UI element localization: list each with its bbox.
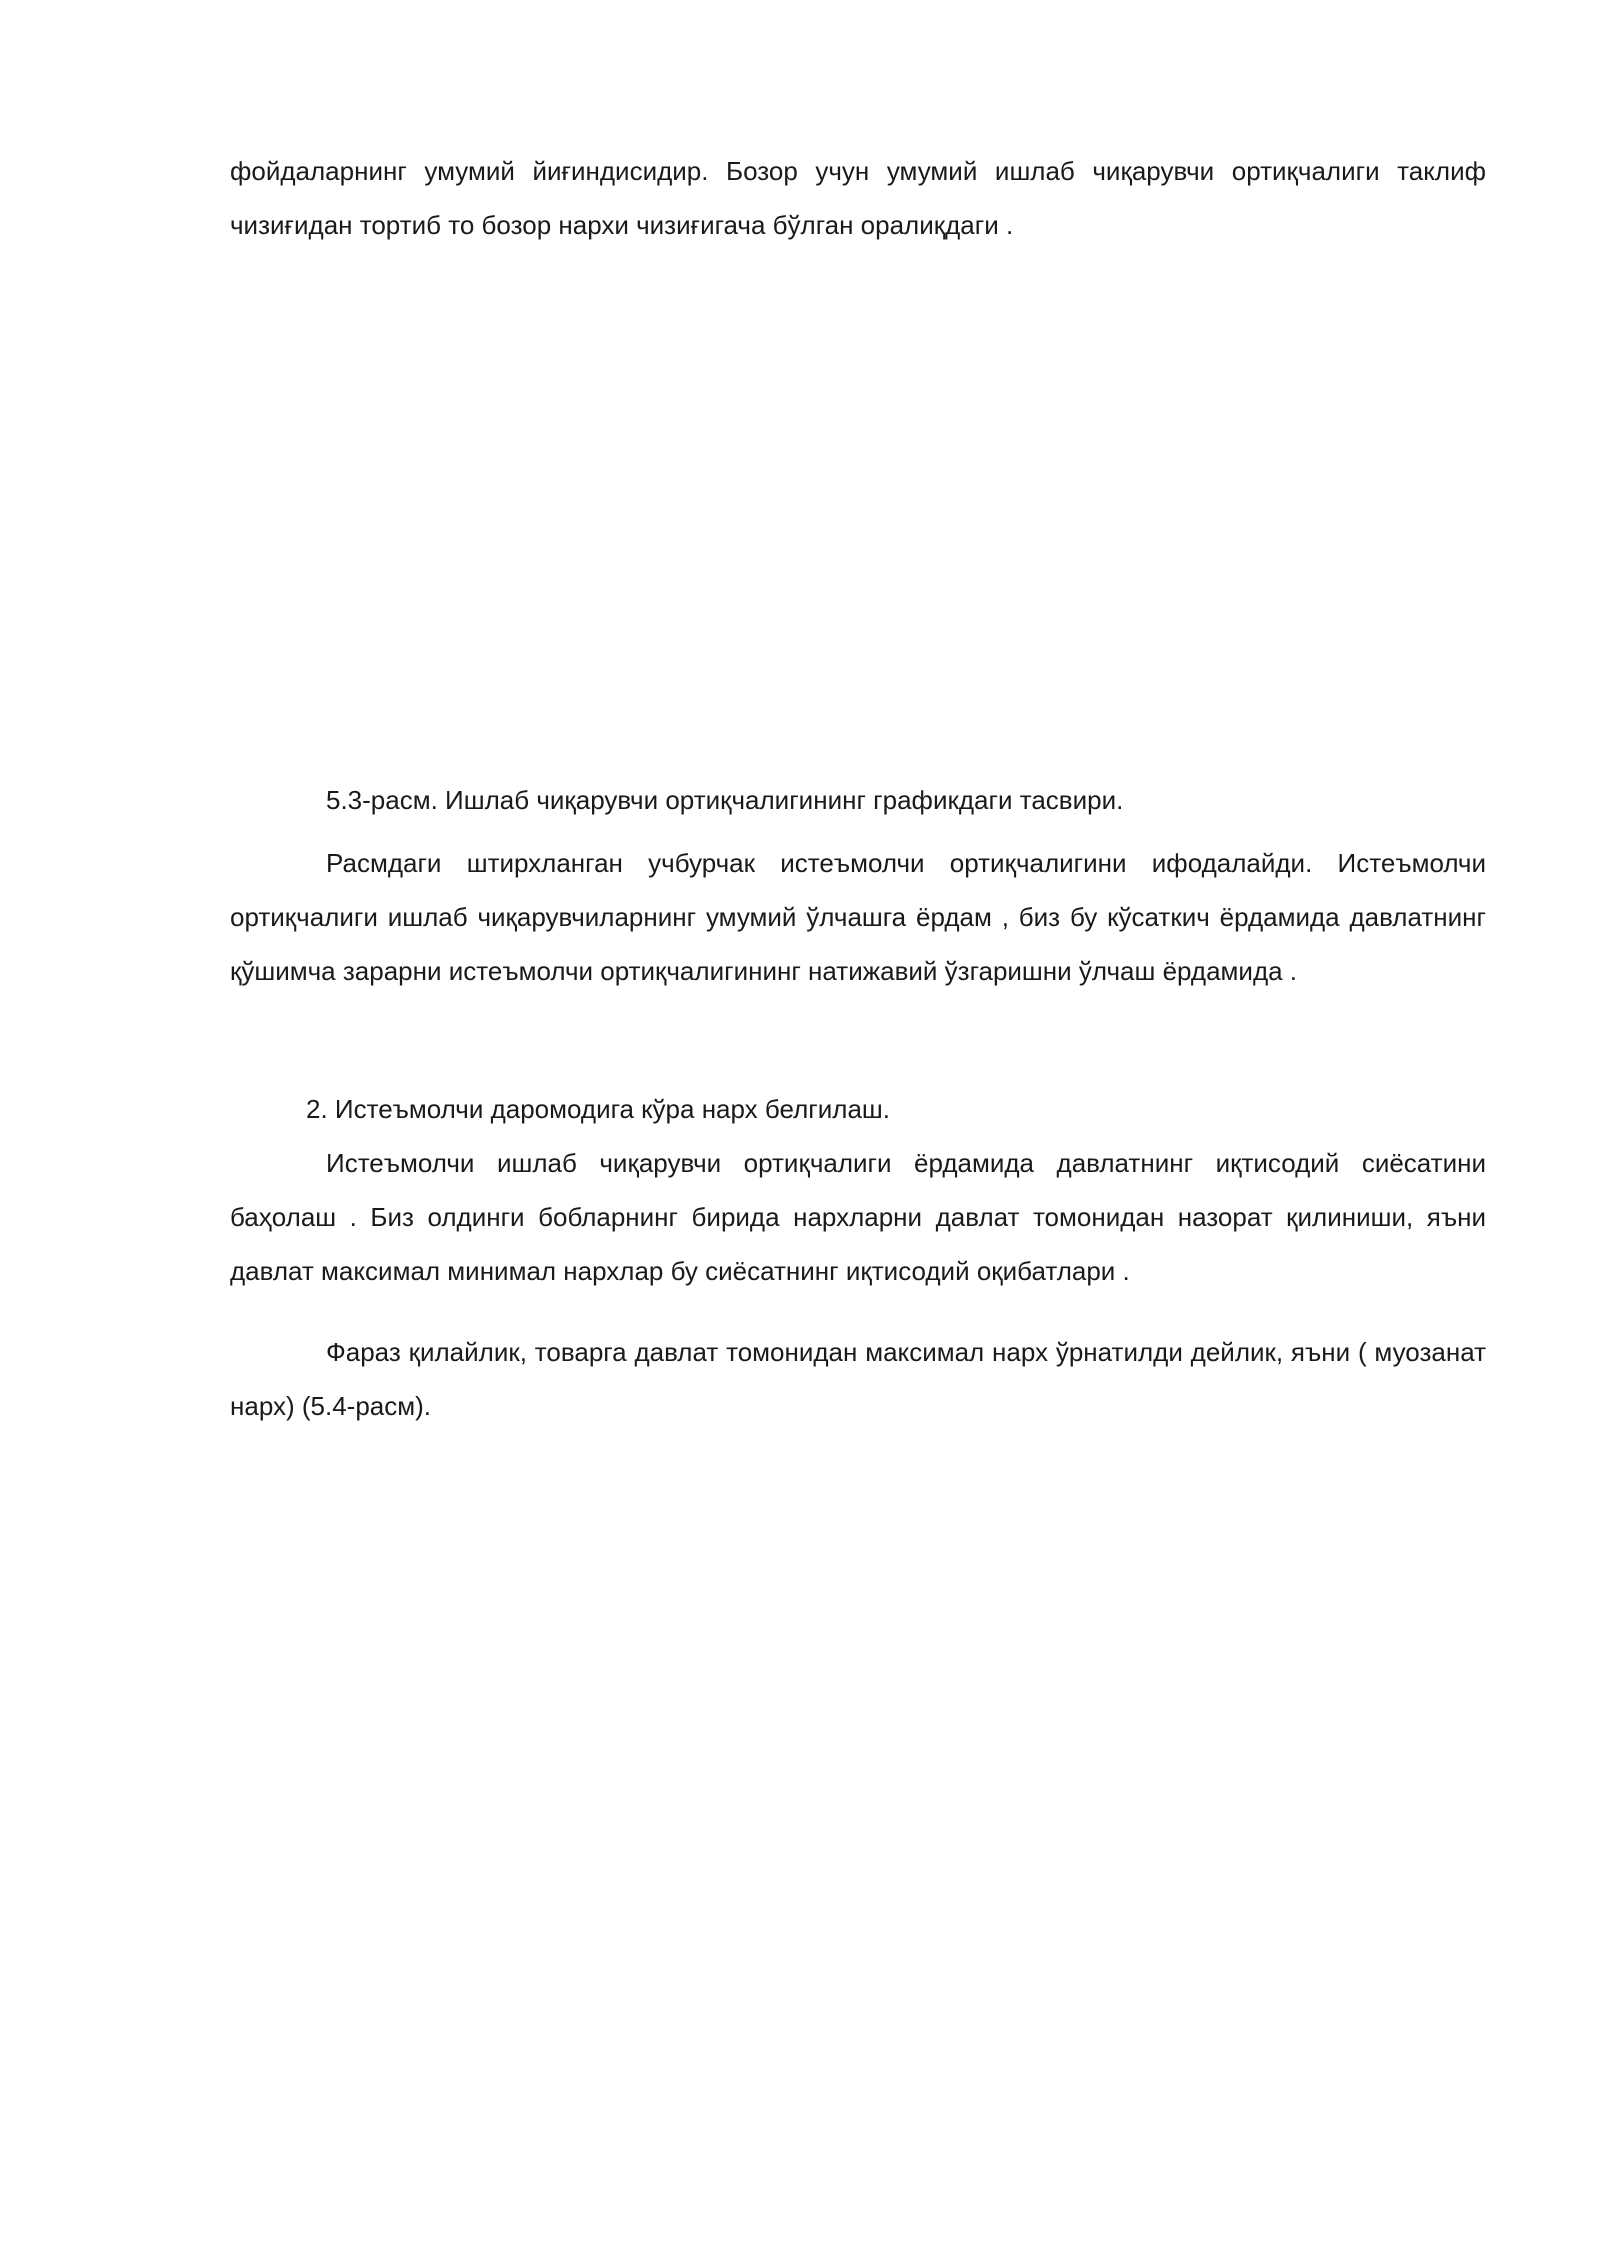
paragraph-policy: Истеъмолчи ишлаб чиқарувчи ортиқчалиги ёрдамида давлатнинг иқтисодий сиёсатини баҳолаш . Биз олдинги бобларнинг бирида нархларни давлат томонидан назорат қилиниши, яъни давлат максимал минимал нархлар бу сиёсатнинг иқтисодий оқибатлари .: [230, 1148, 1486, 1286]
section-heading: 2. Истеъмолчи даромодига кўра нарх белгилаш.: [306, 1094, 890, 1124]
figure-caption: 5.3-расм. Ишлаб чиқарувчи ортиқчалигининг графикдаги тасвири.: [326, 785, 1124, 815]
paragraph-consumer-surplus: Расмдаги штирхланган учбурчак истеъмолчи ортиқчалигини ифодалайди. Истеъмолчи ортиқчалиги ишлаб чиқарувчиларнинг умумий ўлчашга ёрдам , биз бу кўсаткич ёрдамида давлатнинг қўшимча зарарни истеъмолчи ортиқчалигининг натижавий ўзгаришни ўлчаш ёрдамида .: [230, 848, 1486, 986]
paragraph-intro: фойдаларнинг умумий йиғиндисидир. Бозор учун умумий ишлаб чиқарувчи ортиқчалиги таклиф чизиғидан тортиб то бозор нархи чизиғигача бўлган оралиқдаги .: [230, 156, 1486, 240]
figure-placeholder: [230, 260, 1486, 760]
paragraph-max-price: Фараз қилайлик, товарга давлат томонидан максимал нарх ўрнатилди дейлик, яъни ( муозанат нарх) (5.4-расм).: [230, 1337, 1486, 1421]
